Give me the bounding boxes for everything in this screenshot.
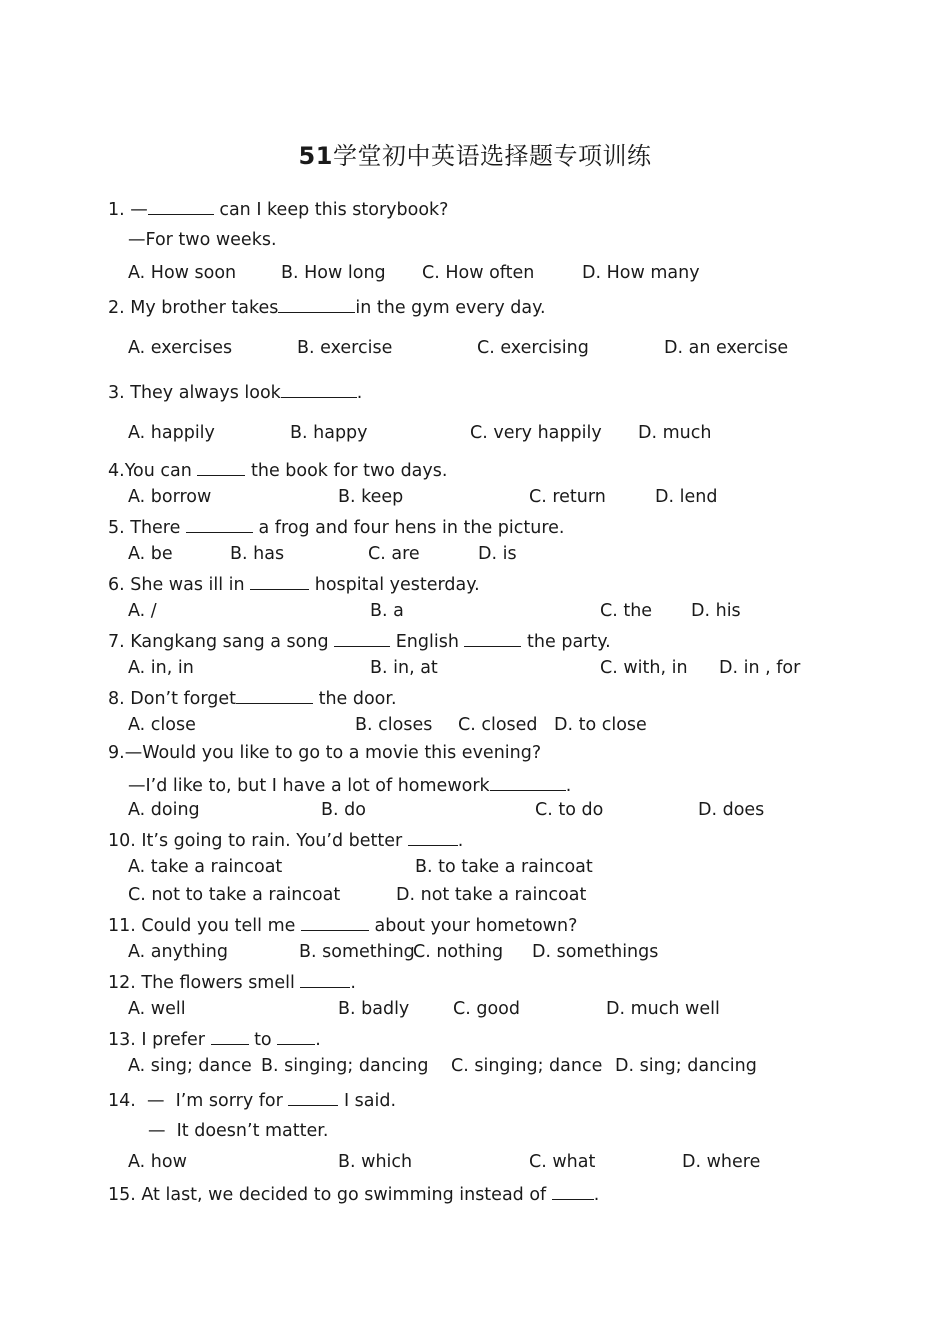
option-10d: D. not take a raincoat [396, 885, 587, 905]
option-13a: A. sing; dance [128, 1056, 252, 1076]
question-8: 8. Don’t forget the door. [108, 685, 397, 710]
option-1b: B. How long [281, 263, 386, 283]
option-1d: D. How many [582, 263, 700, 283]
option-4a: A. borrow [128, 487, 212, 507]
question-12: 12. The flowers smell . [108, 969, 356, 994]
option-3c: C. very happily [470, 423, 602, 443]
option-11c: C. nothing [413, 942, 504, 962]
option-12a: A. well [128, 999, 186, 1019]
option-8d: D. to close [554, 715, 647, 735]
option-13b: B. singing; dancing [261, 1056, 429, 1076]
option-13c: C. singing; dance [451, 1056, 603, 1076]
option-5a: A. be [128, 544, 173, 564]
question-13: 13. I prefer to . [108, 1026, 321, 1051]
option-14d: D. where [682, 1152, 761, 1172]
page-title: 51学堂初中英语选择题专项训练 [298, 142, 652, 170]
question-14: 14. — I’m sorry for I said. [108, 1087, 396, 1112]
option-8a: A. close [128, 715, 196, 735]
question-2: 2. My brother takes in the gym every day. [108, 294, 546, 319]
option-2c: C. exercising [477, 338, 589, 358]
option-13d: D. sing; dancing [615, 1056, 757, 1076]
option-6a: A. / [128, 601, 157, 621]
option-7d: D. in , for [719, 658, 801, 678]
question-6: 6. She was ill in hospital yesterday. [108, 571, 480, 596]
option-8b: B. closes [355, 715, 433, 735]
option-12b: B. badly [338, 999, 410, 1019]
option-4d: D. lend [655, 487, 718, 507]
question-10: 10. It’s going to rain. You’d better . [108, 827, 463, 852]
question-9: 9.—Would you like to go to a movie this evening? [108, 743, 542, 763]
question-5: 5. There a frog and four hens in the picture. [108, 514, 564, 539]
option-1a: A. How soon [128, 263, 237, 283]
option-4b: B. keep [338, 487, 404, 507]
option-8c: C. closed [458, 715, 538, 735]
option-14c: C. what [529, 1152, 596, 1172]
option-11a: A. anything [128, 942, 228, 962]
option-6d: D. his [691, 601, 741, 621]
question-14-answer-line: — It doesn’t matter. [148, 1121, 329, 1141]
option-3a: A. happily [128, 423, 215, 443]
option-3d: D. much [638, 423, 712, 443]
option-9b: B. do [321, 800, 366, 820]
option-9c: C. to do [535, 800, 604, 820]
option-10b: B. to take a raincoat [415, 857, 593, 877]
question-9-answer-line: —I’d like to, but I have a lot of homework . [128, 772, 571, 797]
option-2d: D. an exercise [664, 338, 789, 358]
option-12d: D. much well [606, 999, 720, 1019]
question-15: 15. At last, we decided to go swimming instead of . [108, 1181, 599, 1206]
option-5b: B. has [230, 544, 285, 564]
option-5d: D. is [478, 544, 517, 564]
option-9d: D. does [698, 800, 765, 820]
question-1: 1. — can I keep this storybook? [108, 196, 448, 221]
option-9a: A. doing [128, 800, 200, 820]
option-11b: B. something [299, 942, 415, 962]
option-3b: B. happy [290, 423, 368, 443]
option-10c: C. not to take a raincoat [128, 885, 341, 905]
option-14a: A. how [128, 1152, 187, 1172]
question-7: 7. Kangkang sang a song English the party. [108, 628, 611, 653]
option-1c: C. How often [422, 263, 535, 283]
question-3: 3. They always look . [108, 379, 362, 404]
option-11d: D. somethings [532, 942, 659, 962]
option-2b: B. exercise [297, 338, 393, 358]
option-7c: C. with, in [600, 658, 688, 678]
option-4c: C. return [529, 487, 606, 507]
option-7b: B. in, at [370, 658, 438, 678]
option-6c: C. the [600, 601, 653, 621]
option-5c: C. are [368, 544, 420, 564]
option-6b: B. a [370, 601, 404, 621]
option-7a: A. in, in [128, 658, 194, 678]
option-14b: B. which [338, 1152, 413, 1172]
option-2a: A. exercises [128, 338, 233, 358]
option-10a: A. take a raincoat [128, 857, 283, 877]
question-1-answer-line: —For two weeks. [128, 230, 277, 250]
option-12c: C. good [453, 999, 520, 1019]
question-11: 11. Could you tell me about your hometown? [108, 912, 577, 937]
question-4: 4.You can the book for two days. [108, 457, 447, 482]
